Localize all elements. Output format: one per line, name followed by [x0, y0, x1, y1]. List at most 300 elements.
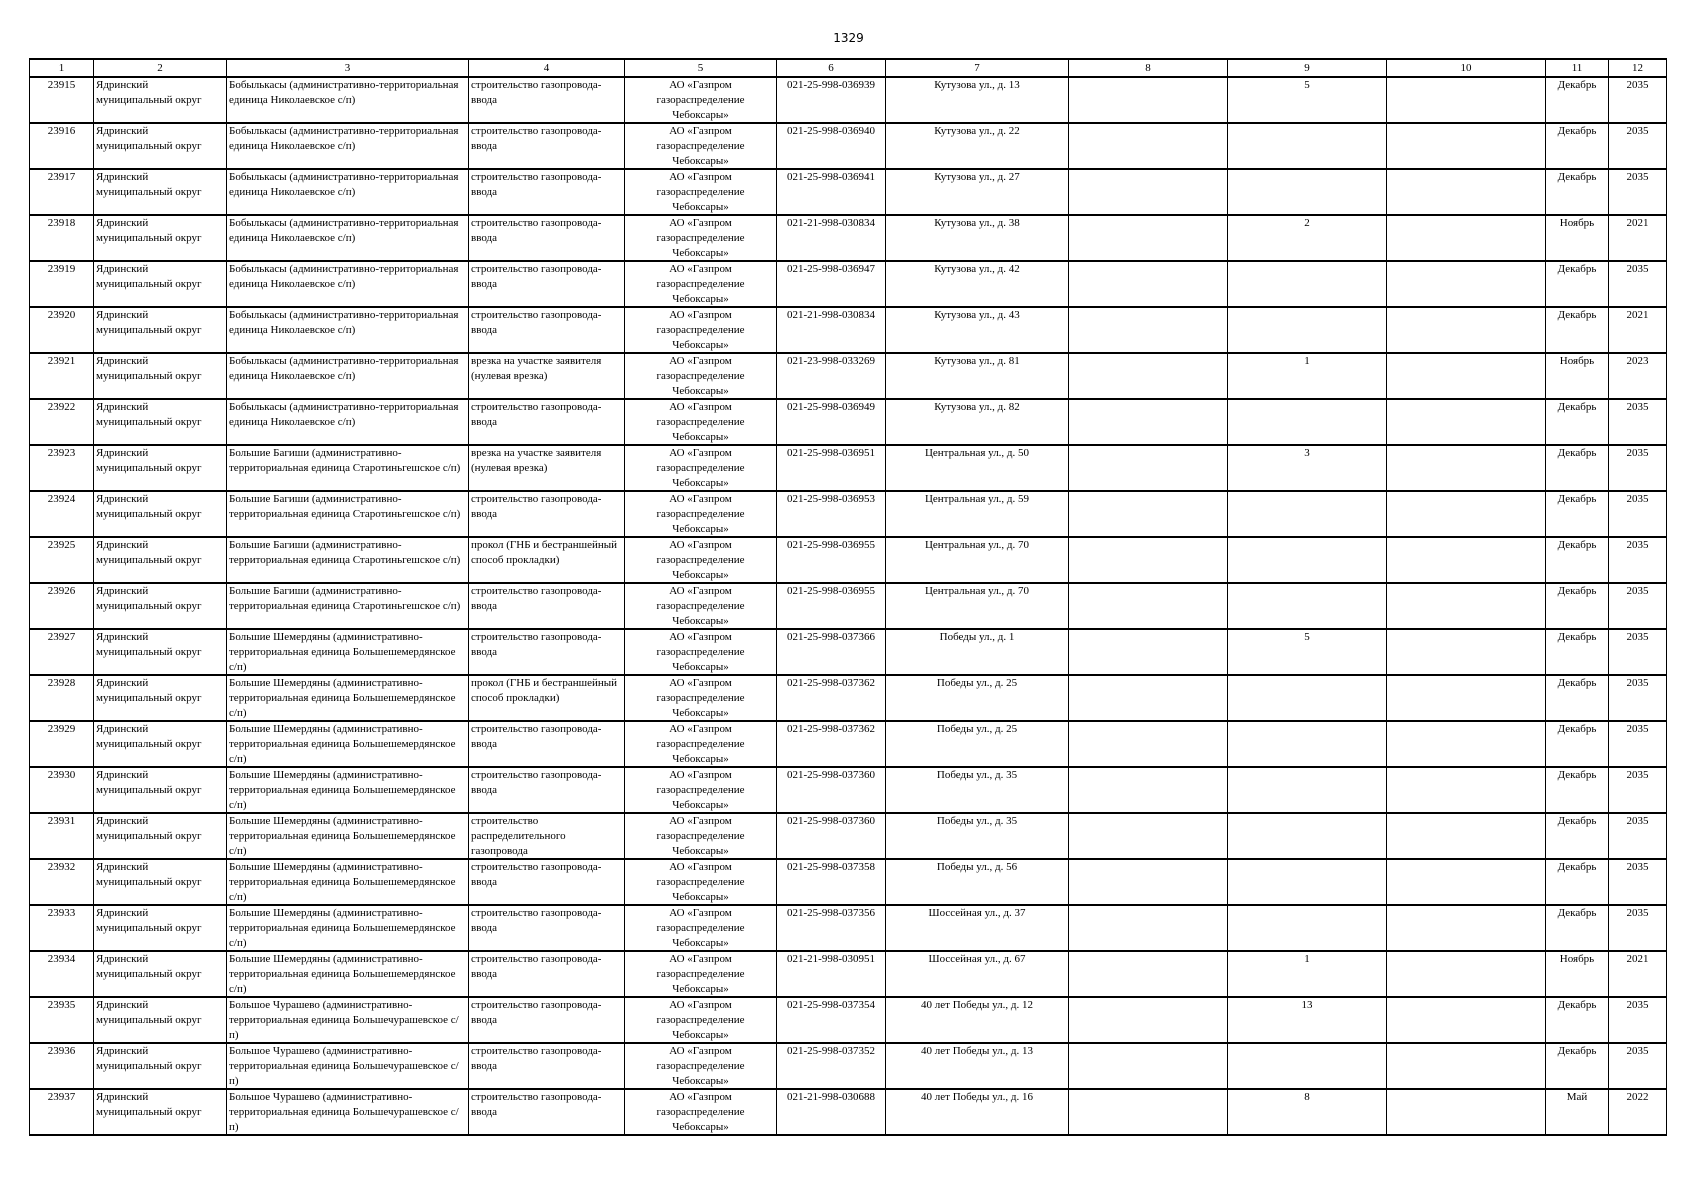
- work-type-cell-text: прокол (ГНБ и бестраншейный способ прокладки): [471, 677, 618, 704]
- column-8-cell-text: [1071, 308, 1225, 352]
- work-type-cell: [469, 951, 625, 997]
- column-10-cell-text: [1389, 952, 1543, 996]
- address-cell-text: Кутузова ул., д. 42: [934, 263, 1020, 275]
- month-cell: [1546, 169, 1609, 215]
- district-cell-text: Ядринский муниципальный округ: [96, 401, 202, 428]
- district-cell: [94, 399, 227, 445]
- month-cell-text: Декабрь: [1557, 447, 1597, 459]
- code-cell: [777, 307, 886, 353]
- year-cell-text: 2035: [1626, 723, 1649, 735]
- column-9-cell-text: 1: [1304, 953, 1310, 965]
- column-10-cell: [1387, 767, 1546, 813]
- district-cell: [94, 123, 227, 169]
- year-cell: [1609, 445, 1667, 491]
- district-cell-text: Ядринский муниципальный округ: [96, 171, 202, 198]
- month-cell: [1546, 675, 1609, 721]
- organization-cell: [625, 721, 777, 767]
- column-8-cell-text: [1071, 860, 1225, 904]
- year-cell-text: 2035: [1626, 585, 1649, 597]
- organization-cell: [625, 675, 777, 721]
- column-8-cell-text: [1071, 1090, 1225, 1134]
- month-cell-text: Декабрь: [1557, 815, 1597, 827]
- column-10-cell: [1387, 77, 1546, 123]
- year-cell: [1609, 537, 1667, 583]
- column-10-cell: [1387, 905, 1546, 951]
- year-cell-text: 2035: [1626, 631, 1649, 643]
- column-10-cell-text: [1389, 400, 1543, 444]
- row-number: [30, 353, 94, 399]
- column-9-cell-text: 5: [1304, 79, 1310, 91]
- locality-cell-text: Большие Шемердяны (административно-территориальная единица Большешемердянское с/п): [229, 677, 456, 719]
- year-cell-text: 2035: [1626, 493, 1649, 505]
- code-cell: [777, 675, 886, 721]
- work-type-cell-text: строительство газопровода-ввода: [471, 723, 602, 750]
- column-8-cell-text: [1071, 492, 1225, 536]
- row-number-text: 23919: [47, 263, 76, 275]
- address-cell: [886, 859, 1069, 905]
- district-cell-text: Ядринский муниципальный округ: [96, 907, 202, 934]
- table-row: [30, 215, 1667, 261]
- month-cell-text: Декабрь: [1557, 401, 1597, 413]
- column-9-cell-text: 1: [1304, 355, 1310, 367]
- year-cell: [1609, 307, 1667, 353]
- row-number: [30, 261, 94, 307]
- column-10-cell: [1387, 491, 1546, 537]
- organization-cell: [625, 1089, 777, 1135]
- column-10-cell: [1387, 583, 1546, 629]
- code-cell-text: 021-25-998-036951: [787, 447, 875, 459]
- work-type-cell: [469, 169, 625, 215]
- organization-cell-text: АО «Газпром газораспределение Чебоксары»: [656, 723, 745, 765]
- code-cell: [777, 905, 886, 951]
- district-cell: [94, 261, 227, 307]
- column-9-cell: [1228, 767, 1387, 813]
- district-cell: [94, 675, 227, 721]
- district-cell-text: Ядринский муниципальный округ: [96, 999, 202, 1026]
- locality-cell-text: Большие Багиши (административно-территориальная единица Старотиньгешское с/п): [229, 493, 461, 520]
- district-cell: [94, 353, 227, 399]
- work-type-cell: [469, 675, 625, 721]
- column-8-cell: [1069, 1089, 1228, 1135]
- column-8-cell: [1069, 123, 1228, 169]
- row-number-text: 23932: [47, 861, 76, 873]
- locality-cell: [227, 123, 469, 169]
- row-number-text: 23937: [47, 1091, 76, 1103]
- column-header-6: 6: [777, 59, 886, 77]
- column-10-cell: [1387, 215, 1546, 261]
- work-type-cell: [469, 353, 625, 399]
- work-type-cell: [469, 767, 625, 813]
- month-cell-text: Декабрь: [1557, 125, 1597, 137]
- code-cell-text: 021-25-998-036940: [787, 125, 875, 137]
- work-type-cell-text: строительство газопровода-ввода: [471, 999, 602, 1026]
- locality-cell-text: Большие Шемердяны (административно-территориальная единица Большешемердянское с/п): [229, 907, 456, 949]
- organization-cell-text: АО «Газпром газораспределение Чебоксары»: [656, 493, 745, 535]
- month-cell-text: Декабрь: [1557, 539, 1597, 551]
- column-9-cell-text: [1230, 814, 1384, 858]
- column-9-cell: [1228, 399, 1387, 445]
- column-10-cell-text: [1389, 446, 1543, 490]
- column-8-cell-text: [1071, 78, 1225, 122]
- table-row: [30, 951, 1667, 997]
- organization-cell-text: АО «Газпром газораспределение Чебоксары»: [656, 309, 745, 351]
- organization-cell: [625, 123, 777, 169]
- address-cell-text: Кутузова ул., д. 82: [934, 401, 1020, 413]
- address-cell: [886, 307, 1069, 353]
- district-cell: [94, 997, 227, 1043]
- column-9-cell: [1228, 997, 1387, 1043]
- organization-cell-text: АО «Газпром газораспределение Чебоксары»: [656, 355, 745, 397]
- column-8-cell-text: [1071, 676, 1225, 720]
- column-8-cell: [1069, 307, 1228, 353]
- row-number-text: 23928: [47, 677, 76, 689]
- district-cell: [94, 905, 227, 951]
- column-8-cell-text: [1071, 630, 1225, 674]
- column-header-11: 11: [1546, 59, 1609, 77]
- address-cell-text: Кутузова ул., д. 81: [934, 355, 1020, 367]
- locality-cell: [227, 1043, 469, 1089]
- organization-cell-text: АО «Газпром газораспределение Чебоксары»: [656, 769, 745, 811]
- column-9-cell-text: [1230, 492, 1384, 536]
- work-type-cell: [469, 905, 625, 951]
- address-cell-text: Кутузова ул., д. 13: [934, 79, 1020, 91]
- column-10-cell-text: [1389, 124, 1543, 168]
- column-9-cell: [1228, 675, 1387, 721]
- column-9-cell-text: [1230, 722, 1384, 766]
- column-8-cell: [1069, 583, 1228, 629]
- column-8-cell-text: [1071, 446, 1225, 490]
- work-type-cell-text: строительство газопровода-ввода: [471, 309, 602, 336]
- year-cell: [1609, 813, 1667, 859]
- year-cell: [1609, 629, 1667, 675]
- work-type-cell: [469, 629, 625, 675]
- year-cell-text: 2021: [1626, 953, 1649, 965]
- column-10-cell-text: [1389, 998, 1543, 1042]
- table-row: [30, 905, 1667, 951]
- year-cell: [1609, 215, 1667, 261]
- code-cell-text: 021-25-998-037360: [787, 815, 875, 827]
- year-cell-text: 2035: [1626, 769, 1649, 781]
- month-cell-text: Ноябрь: [1559, 355, 1595, 367]
- organization-cell: [625, 629, 777, 675]
- district-cell-text: Ядринский муниципальный округ: [96, 355, 202, 382]
- table-row: [30, 997, 1667, 1043]
- address-cell: [886, 537, 1069, 583]
- column-8-cell-text: [1071, 124, 1225, 168]
- district-cell-text: Ядринский муниципальный округ: [96, 447, 202, 474]
- address-cell-text: Центральная ул., д. 50: [924, 447, 1030, 459]
- row-number: [30, 445, 94, 491]
- row-number-text: 23935: [47, 999, 76, 1011]
- code-cell: [777, 951, 886, 997]
- district-cell-text: Ядринский муниципальный округ: [96, 263, 202, 290]
- locality-cell: [227, 537, 469, 583]
- work-type-cell: [469, 583, 625, 629]
- code-cell-text: 021-25-998-037354: [787, 999, 875, 1011]
- work-type-cell-text: строительство газопровода-ввода: [471, 79, 602, 106]
- district-cell-text: Ядринский муниципальный округ: [96, 79, 202, 106]
- month-cell-text: Декабрь: [1557, 79, 1597, 91]
- column-8-cell: [1069, 353, 1228, 399]
- locality-cell: [227, 215, 469, 261]
- column-header-5: 5: [625, 59, 777, 77]
- column-9-cell-text: [1230, 1044, 1384, 1088]
- year-cell-text: 2035: [1626, 263, 1649, 275]
- row-number: [30, 537, 94, 583]
- column-10-cell: [1387, 859, 1546, 905]
- locality-cell: [227, 583, 469, 629]
- work-type-cell: [469, 1089, 625, 1135]
- column-8-cell: [1069, 813, 1228, 859]
- district-cell-text: Ядринский муниципальный округ: [96, 815, 202, 842]
- work-type-cell-text: строительство газопровода-ввода: [471, 493, 602, 520]
- organization-cell: [625, 813, 777, 859]
- address-cell-text: Центральная ул., д. 59: [924, 493, 1030, 505]
- column-header-8: 8: [1069, 59, 1228, 77]
- code-cell: [777, 399, 886, 445]
- locality-cell: [227, 261, 469, 307]
- address-cell: [886, 353, 1069, 399]
- organization-cell: [625, 215, 777, 261]
- column-9-cell-text: [1230, 124, 1384, 168]
- column-9-cell: [1228, 905, 1387, 951]
- column-10-cell: [1387, 307, 1546, 353]
- column-number-row: [30, 59, 1667, 77]
- gasification-register-table: [29, 58, 1667, 1136]
- column-9-cell: [1228, 77, 1387, 123]
- column-10-cell-text: [1389, 170, 1543, 214]
- column-8-cell: [1069, 261, 1228, 307]
- table-row: [30, 1089, 1667, 1135]
- address-cell: [886, 675, 1069, 721]
- organization-cell: [625, 399, 777, 445]
- organization-cell-text: АО «Газпром газораспределение Чебоксары»: [656, 171, 745, 213]
- column-10-cell-text: [1389, 814, 1543, 858]
- locality-cell: [227, 307, 469, 353]
- locality-cell: [227, 169, 469, 215]
- table-row: [30, 767, 1667, 813]
- work-type-cell: [469, 77, 625, 123]
- organization-cell-text: АО «Газпром газораспределение Чебоксары»: [656, 401, 745, 443]
- organization-cell-text: АО «Газпром газораспределение Чебоксары»: [656, 677, 745, 719]
- address-cell: [886, 1043, 1069, 1089]
- organization-cell-text: АО «Газпром газораспределение Чебоксары»: [656, 631, 745, 673]
- table-row: [30, 123, 1667, 169]
- district-cell-text: Ядринский муниципальный округ: [96, 1091, 202, 1118]
- organization-cell: [625, 997, 777, 1043]
- locality-cell: [227, 951, 469, 997]
- row-number-text: 23936: [47, 1045, 76, 1057]
- year-cell: [1609, 951, 1667, 997]
- district-cell: [94, 583, 227, 629]
- row-number: [30, 123, 94, 169]
- work-type-cell-text: строительство газопровода-ввода: [471, 171, 602, 198]
- locality-cell-text: Большие Шемердяны (административно-территориальная единица Большешемердянское с/п): [229, 723, 456, 765]
- locality-cell: [227, 491, 469, 537]
- column-header-12: 12: [1609, 59, 1667, 77]
- table-row: [30, 675, 1667, 721]
- year-cell-text: 2021: [1626, 217, 1649, 229]
- locality-cell-text: Бобылькасы (административно-территориальная единица Николаевское с/п): [229, 401, 459, 428]
- locality-cell: [227, 445, 469, 491]
- organization-cell: [625, 261, 777, 307]
- column-8-cell: [1069, 951, 1228, 997]
- table-body: [30, 77, 1667, 1135]
- month-cell-text: Декабрь: [1557, 631, 1597, 643]
- code-cell-text: 021-25-998-036947: [787, 263, 875, 275]
- column-10-cell-text: [1389, 538, 1543, 582]
- column-header-4: 4: [469, 59, 625, 77]
- row-number-text: 23925: [47, 539, 76, 551]
- year-cell: [1609, 353, 1667, 399]
- column-9-cell: [1228, 169, 1387, 215]
- column-8-cell-text: [1071, 538, 1225, 582]
- code-cell-text: 021-25-998-037352: [787, 1045, 875, 1057]
- address-cell-text: Шоссейная ул., д. 37: [928, 907, 1026, 919]
- year-cell-text: 2035: [1626, 447, 1649, 459]
- address-cell: [886, 629, 1069, 675]
- year-cell: [1609, 767, 1667, 813]
- month-cell: [1546, 629, 1609, 675]
- work-type-cell: [469, 307, 625, 353]
- column-10-cell: [1387, 1089, 1546, 1135]
- month-cell: [1546, 77, 1609, 123]
- year-cell-text: 2035: [1626, 171, 1649, 183]
- column-8-cell: [1069, 721, 1228, 767]
- column-10-cell: [1387, 721, 1546, 767]
- year-cell: [1609, 905, 1667, 951]
- work-type-cell: [469, 261, 625, 307]
- year-cell-text: 2035: [1626, 539, 1649, 551]
- district-cell-text: Ядринский муниципальный округ: [96, 539, 202, 566]
- month-cell: [1546, 997, 1609, 1043]
- organization-cell-text: АО «Газпром газораспределение Чебоксары»: [656, 539, 745, 581]
- month-cell: [1546, 537, 1609, 583]
- column-10-cell-text: [1389, 768, 1543, 812]
- address-cell: [886, 123, 1069, 169]
- month-cell: [1546, 1043, 1609, 1089]
- column-9-cell: [1228, 583, 1387, 629]
- address-cell-text: Победы ул., д. 35: [936, 769, 1018, 781]
- locality-cell: [227, 767, 469, 813]
- month-cell-text: Декабрь: [1557, 907, 1597, 919]
- address-cell: [886, 169, 1069, 215]
- column-8-cell-text: [1071, 262, 1225, 306]
- code-cell: [777, 1089, 886, 1135]
- table-row: [30, 261, 1667, 307]
- column-8-cell-text: [1071, 722, 1225, 766]
- year-cell-text: 2035: [1626, 79, 1649, 91]
- district-cell: [94, 629, 227, 675]
- column-8-cell: [1069, 215, 1228, 261]
- work-type-cell: [469, 215, 625, 261]
- work-type-cell-text: строительство газопровода-ввода: [471, 631, 602, 658]
- year-cell-text: 2035: [1626, 999, 1649, 1011]
- column-8-cell-text: [1071, 952, 1225, 996]
- work-type-cell: [469, 813, 625, 859]
- table-row: [30, 77, 1667, 123]
- district-cell-text: Ядринский муниципальный округ: [96, 585, 202, 612]
- district-cell-text: Ядринский муниципальный округ: [96, 953, 202, 980]
- column-8-cell: [1069, 859, 1228, 905]
- address-cell-text: Центральная ул., д. 70: [924, 585, 1030, 597]
- district-cell: [94, 445, 227, 491]
- work-type-cell: [469, 491, 625, 537]
- row-number-text: 23930: [47, 769, 76, 781]
- column-9-cell: [1228, 491, 1387, 537]
- code-cell: [777, 491, 886, 537]
- address-cell: [886, 905, 1069, 951]
- column-9-cell: [1228, 859, 1387, 905]
- address-cell: [886, 77, 1069, 123]
- organization-cell-text: АО «Газпром газораспределение Чебоксары»: [656, 999, 745, 1041]
- table-row: [30, 353, 1667, 399]
- column-header-1: 1: [30, 59, 94, 77]
- organization-cell: [625, 859, 777, 905]
- column-10-cell: [1387, 813, 1546, 859]
- code-cell: [777, 169, 886, 215]
- column-header-7: 7: [886, 59, 1069, 77]
- column-9-cell: [1228, 215, 1387, 261]
- code-cell-text: 021-25-998-037362: [787, 677, 875, 689]
- address-cell-text: Победы ул., д. 35: [936, 815, 1018, 827]
- district-cell-text: Ядринский муниципальный округ: [96, 217, 202, 244]
- row-number-text: 23921: [47, 355, 76, 367]
- locality-cell-text: Бобылькасы (административно-территориальная единица Николаевское с/п): [229, 217, 459, 244]
- column-10-cell: [1387, 445, 1546, 491]
- code-cell: [777, 77, 886, 123]
- locality-cell-text: Большие Багиши (административно-территориальная единица Старотиньгешское с/п): [229, 539, 461, 566]
- address-cell-text: Победы ул., д. 56: [936, 861, 1018, 873]
- work-type-cell: [469, 1043, 625, 1089]
- code-cell-text: 021-25-998-037362: [787, 723, 875, 735]
- column-10-cell: [1387, 997, 1546, 1043]
- address-cell: [886, 261, 1069, 307]
- table-row: [30, 1043, 1667, 1089]
- code-cell: [777, 997, 886, 1043]
- year-cell: [1609, 1043, 1667, 1089]
- work-type-cell: [469, 123, 625, 169]
- locality-cell: [227, 859, 469, 905]
- column-9-cell: [1228, 813, 1387, 859]
- code-cell: [777, 813, 886, 859]
- column-9-cell-text: [1230, 400, 1384, 444]
- month-cell-text: Ноябрь: [1559, 217, 1595, 229]
- locality-cell-text: Бобылькасы (административно-территориальная единица Николаевское с/п): [229, 263, 459, 290]
- column-header-3: 3: [227, 59, 469, 77]
- locality-cell: [227, 629, 469, 675]
- column-9-cell: [1228, 537, 1387, 583]
- column-9-cell-text: [1230, 308, 1384, 352]
- column-8-cell-text: [1071, 906, 1225, 950]
- code-cell-text: 021-25-998-037358: [787, 861, 875, 873]
- row-number: [30, 77, 94, 123]
- column-8-cell: [1069, 767, 1228, 813]
- month-cell-text: Декабрь: [1557, 999, 1597, 1011]
- address-cell-text: Победы ул., д. 1: [939, 631, 1015, 643]
- code-cell: [777, 767, 886, 813]
- organization-cell-text: АО «Газпром газораспределение Чебоксары»: [656, 861, 745, 903]
- district-cell: [94, 859, 227, 905]
- column-header-2: 2: [94, 59, 227, 77]
- row-number: [30, 215, 94, 261]
- year-cell: [1609, 261, 1667, 307]
- district-cell: [94, 491, 227, 537]
- year-cell: [1609, 859, 1667, 905]
- column-8-cell: [1069, 537, 1228, 583]
- row-number-text: 23920: [47, 309, 76, 321]
- column-9-cell: [1228, 1043, 1387, 1089]
